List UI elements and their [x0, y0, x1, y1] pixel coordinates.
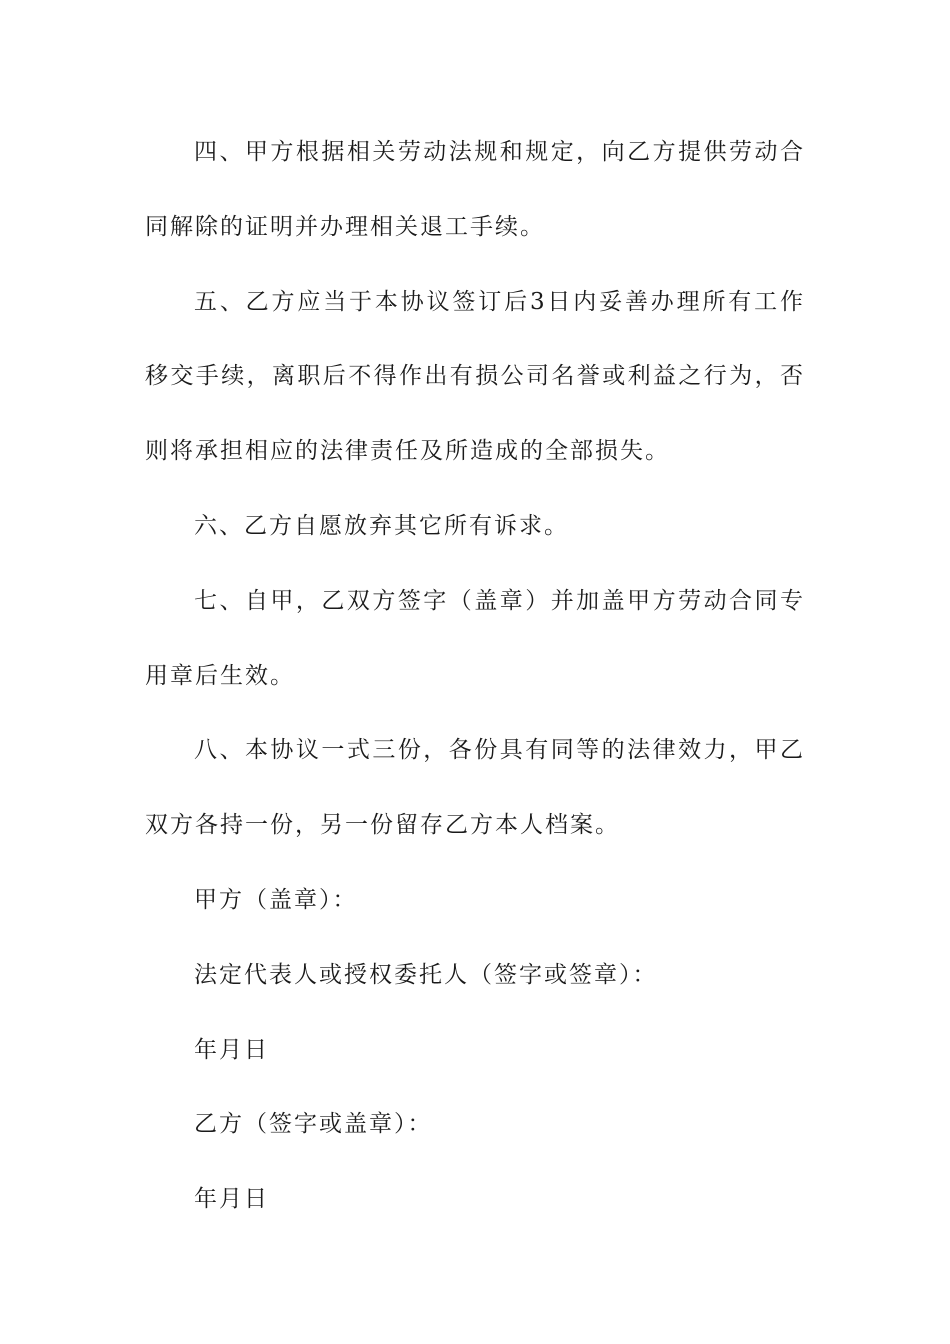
legal-representative-line: 法定代表人或授权委托人（签字或签章）：: [194, 961, 658, 988]
party-b-signature-line: 乙方（签字或盖章）：: [194, 1111, 433, 1138]
clause-seven: 七、自甲，乙双方签字（盖章）并加盖甲方劳动合同专用章后生效。: [145, 587, 805, 689]
party-a-seal-line: 甲方（盖章）：: [194, 886, 358, 913]
party-b-date-line: 年月日: [194, 1186, 269, 1213]
document-body: [145, 115, 805, 1237]
party-a-date-line: 年月日: [194, 1036, 269, 1063]
clause-six: 六、乙方自愿放弃其它所有诉求。: [194, 512, 569, 539]
clause-five: 五、乙方应当于本协议签订后3日内妥善办理所有工作移交手续，离职后不得作出有损公司名誉或利益之行为，否则将承担相应的法律责任及所造成的全部损失。: [145, 288, 805, 465]
clause-eight: 八、本协议一式三份，各份具有同等的法律效力，甲乙双方各持一份，另一份留存乙方本人档案。: [145, 737, 805, 839]
clause-four: 四、甲方根据相关劳动法规和规定，向乙方提供劳动合同解除的证明并办理相关退工手续。: [145, 139, 805, 240]
